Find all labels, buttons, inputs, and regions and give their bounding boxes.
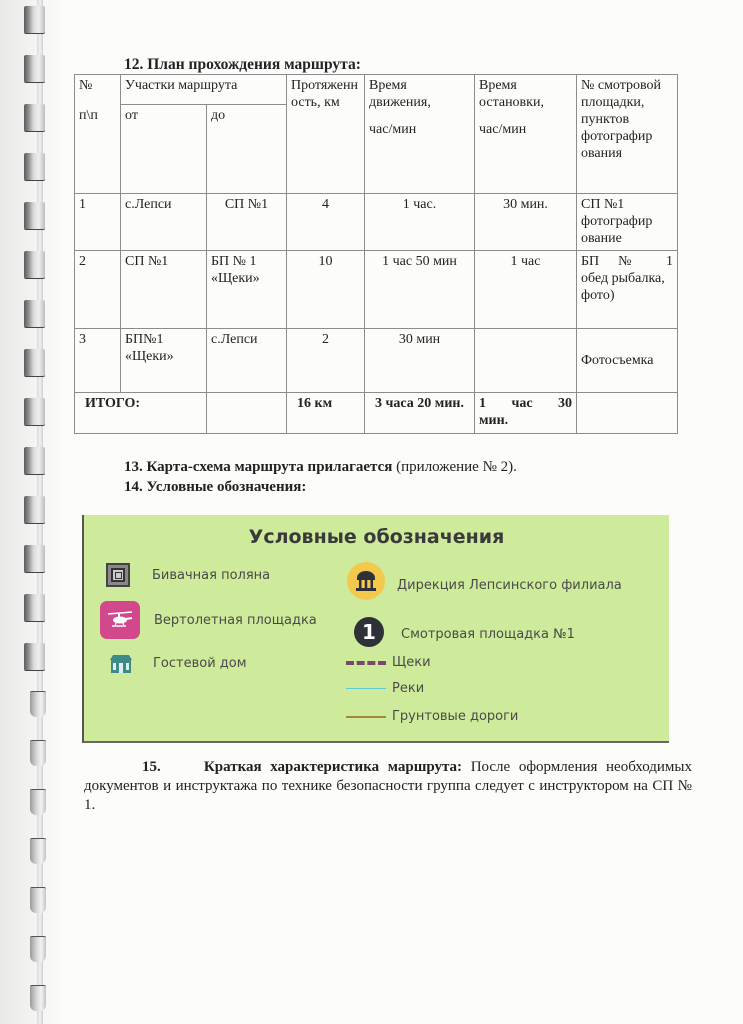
legend-label: Щеки xyxy=(392,655,431,670)
legend-item-guest-house xyxy=(109,652,247,674)
legend-label: Смотровая площадка №1 xyxy=(401,626,575,642)
binding-ring xyxy=(30,888,46,913)
total-length: 16 км xyxy=(287,393,365,434)
binding-ring xyxy=(30,937,46,962)
legend-panel xyxy=(82,515,669,743)
section-13 xyxy=(124,459,517,476)
binding-ring xyxy=(30,741,46,766)
section-15-num: 15. xyxy=(142,759,161,775)
row-stop-time: 1 час xyxy=(475,251,577,329)
directorate-icon xyxy=(347,562,385,600)
total-move-time: 3 часа 20 мин. xyxy=(365,393,475,434)
header-from: от xyxy=(121,105,207,194)
table-header-row xyxy=(75,75,678,105)
header-stop-time-label: Время остановки, xyxy=(479,78,544,110)
row-length: 4 xyxy=(287,194,365,251)
row-viewpoint: Фотосъемка xyxy=(577,329,678,393)
row-length: 2 xyxy=(287,329,365,393)
legend-item-cheeks xyxy=(346,655,431,670)
binding-ring xyxy=(24,447,45,474)
legend-label: Реки xyxy=(392,681,425,696)
row-num: 2 xyxy=(75,251,121,329)
binding-ring xyxy=(24,594,45,621)
binding-ring xyxy=(24,643,45,670)
legend-label: Бивачная поляна xyxy=(152,567,271,583)
binding-ring xyxy=(30,986,46,1011)
header-num xyxy=(75,75,121,194)
route-plan-table xyxy=(74,74,678,434)
table-row xyxy=(75,194,678,251)
row-length: 10 xyxy=(287,251,365,329)
section-15-bold: Краткая характеристика маршрута: xyxy=(203,759,463,775)
section-13-bold: 13. Карта-схема маршрута прилагается xyxy=(124,459,393,475)
table-row xyxy=(75,251,678,329)
road-line-icon xyxy=(346,716,386,718)
total-label: ИТОГО: xyxy=(75,393,207,434)
row-from: БП№1 «Щеки» xyxy=(121,329,207,393)
row-move-time: 1 час. xyxy=(365,194,475,251)
row-viewpoint-line1: БП № 1 xyxy=(581,254,673,269)
legend-label: Грунтовые дороги xyxy=(392,709,519,724)
header-move-time-label: Время движения, xyxy=(369,78,431,110)
row-viewpoint: СП №1 фотографир ование xyxy=(577,194,678,251)
binding-ring xyxy=(24,153,45,180)
total-empty xyxy=(207,393,287,434)
binding-ring xyxy=(30,692,46,717)
header-num-sub: п\п xyxy=(79,108,98,123)
legend-label: Вертолетная площадка xyxy=(154,612,317,628)
header-stop-time xyxy=(475,75,577,194)
row-move-time: 30 мин xyxy=(365,329,475,393)
header-viewpoint: № смотровой площадки, пунктов фотографир ования xyxy=(577,75,678,194)
binding-ring xyxy=(24,104,45,131)
row-num: 1 xyxy=(75,194,121,251)
section-13-normal: (приложение № 2). xyxy=(392,459,517,475)
table-row xyxy=(75,329,678,393)
header-num-symbol: № xyxy=(79,78,93,93)
binding-ring xyxy=(24,251,45,278)
bivouac-icon xyxy=(106,563,130,587)
river-line-icon xyxy=(346,688,386,689)
section-14-title: 14. Условные обозначения: xyxy=(124,479,307,495)
header-move-time-unit: час/мин xyxy=(369,122,417,137)
row-num: 3 xyxy=(75,329,121,393)
header-stop-time-unit: час/мин xyxy=(479,122,527,137)
binding-ring xyxy=(30,839,46,864)
legend-label: Дирекция Лепсинского филиала xyxy=(397,577,622,593)
row-stop-time xyxy=(475,329,577,393)
binding-ring xyxy=(24,398,45,425)
binding-ring xyxy=(24,300,45,327)
legend-item-directorate xyxy=(347,562,622,600)
header-segments: Участки маршрута xyxy=(121,75,287,105)
section-12-title: 12. План прохождения маршрута: xyxy=(124,56,361,73)
header-to: до xyxy=(207,105,287,194)
dashed-line-icon xyxy=(346,661,386,665)
row-move-time: 1 час 50 мин xyxy=(365,251,475,329)
total-stop-line2: мин. xyxy=(479,413,509,428)
binding-ring xyxy=(24,545,45,572)
legend-item-viewpoint xyxy=(354,617,575,647)
total-viewpoint-empty xyxy=(577,393,678,434)
legend-label: Гостевой дом xyxy=(153,655,247,671)
row-stop-time: 30 мин. xyxy=(475,194,577,251)
section-15-text: После оформления необходимых документов и инструктажа по технике безопасности группа следует с инструктором на СП № 1. xyxy=(84,759,692,813)
table-total-row xyxy=(75,393,678,434)
legend-item-helicopter xyxy=(100,601,317,639)
total-stop-time xyxy=(475,393,577,434)
binding-ring xyxy=(24,496,45,523)
total-stop-line1: 1 час 30 xyxy=(479,396,572,411)
binding-ring xyxy=(24,6,45,33)
binding-ring xyxy=(30,790,46,815)
row-to: БП № 1 «Щеки» xyxy=(207,251,287,329)
row-from: СП №1 xyxy=(121,251,207,329)
viewpoint-icon: 1 xyxy=(354,617,384,647)
legend-item-bivouac xyxy=(106,563,270,587)
binding-ring xyxy=(24,349,45,376)
legend-item-roads xyxy=(346,709,518,724)
helicopter-icon xyxy=(100,601,140,639)
header-move-time xyxy=(365,75,475,194)
legend-title: Условные обозначения xyxy=(248,526,505,548)
binding-ring xyxy=(24,55,45,82)
section-15 xyxy=(84,758,692,815)
legend-item-rivers xyxy=(346,681,424,696)
row-to: с.Лепси xyxy=(207,329,287,393)
row-viewpoint xyxy=(577,251,678,329)
guest-house-icon xyxy=(109,652,133,674)
row-from: с.Лепси xyxy=(121,194,207,251)
row-viewpoint-rest: обед рыбалка, фото) xyxy=(581,271,665,303)
binding-ring xyxy=(24,202,45,229)
row-to: СП №1 xyxy=(207,194,287,251)
header-length: Протяженность, км xyxy=(287,75,365,194)
